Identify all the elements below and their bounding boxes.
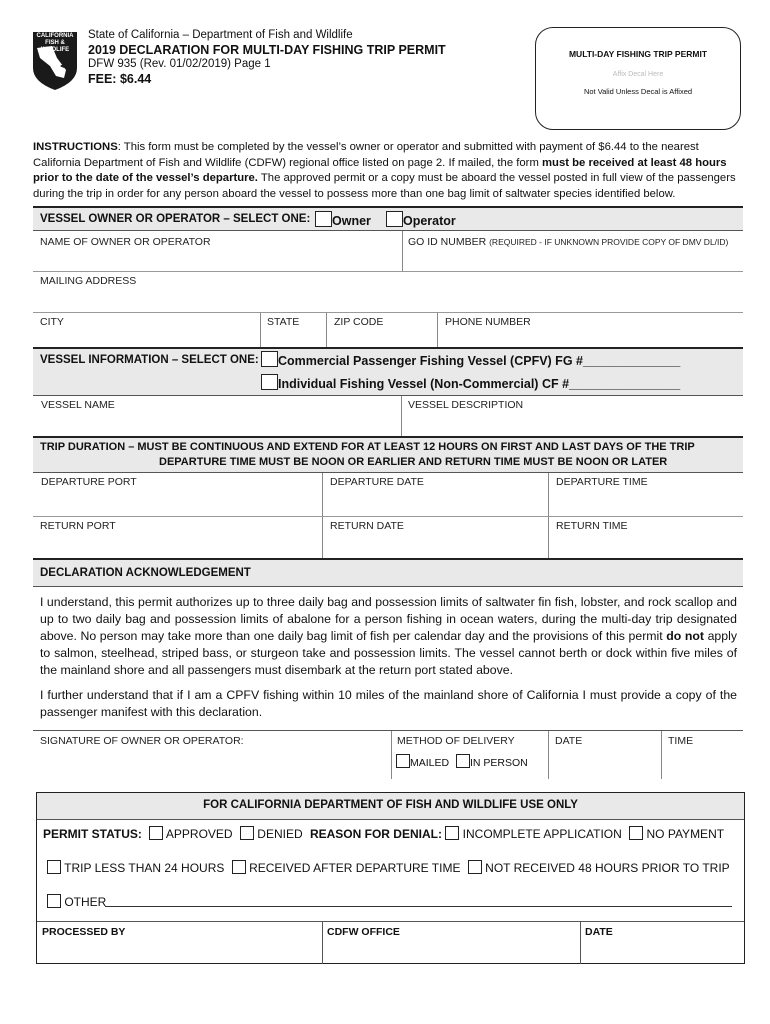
instructions-bold: must be received at least 48 hours prior to the date of the vessel’s departure. [33,156,727,184]
signature-field[interactable] [33,731,391,779]
declaration-header [33,558,743,586]
individual-option-label: Individual Fishing Vessel (Non-Commercial) CF #________________ [278,377,681,391]
declaration-title: DECLARATION ACKNOWLEDGEMENT [40,567,251,579]
zip-field[interactable] [326,313,437,347]
cdfw-office-field[interactable] [322,922,580,964]
vessel-description-field[interactable] [401,396,743,436]
instructions-label: INSTRUCTIONS [33,141,118,153]
agency-logo [30,30,80,92]
signature-time-label: TIME [668,735,694,747]
owner-option-label: Owner [332,214,371,228]
denial-reasons-row [47,860,730,875]
decal-note: Not Valid Unless Decal is Affixed [583,87,693,96]
approved-label: APPROVED [165,827,233,841]
cdfw-office-label: CDFW OFFICE [327,926,400,938]
vessel-name-field[interactable] [33,396,401,436]
departure-port-label: DEPARTURE PORT [41,476,137,488]
signature-time-field[interactable] [661,731,743,779]
phone-label: PHONE NUMBER [445,316,531,328]
denied-checkbox[interactable] [240,826,254,840]
other-row [47,894,106,909]
return-time-label: RETURN TIME [556,520,628,532]
office-date-field[interactable] [580,922,743,964]
individual-option[interactable] [261,374,680,391]
vessel-description-label: VESSEL DESCRIPTION [408,399,524,411]
instructions-text1: : This form must be completed by the vessel’s owner or operator and submitted with payment of $6.44 to the nearest California Department of Fish and Wildlife (CDFW) regional office listed on page 2. If mailed, the form [33,141,699,169]
operator-option-label: Operator [403,214,456,228]
no-payment-checkbox[interactable] [629,826,643,840]
agency-name: State of California – Department of Fish and Wildlife [88,29,353,41]
city-field[interactable] [33,313,260,347]
operator-option[interactable] [386,211,456,228]
trip-title-line1: TRIP DURATION – MUST BE CONTINUOUS AND EXTEND FOR AT LEAST 12 HOURS ON FIRST AND LAST DAYS OF THE TRIP [40,441,695,453]
fee: FEE: $6.44 [88,72,152,86]
go-id-note: (REQUIRED - IF UNKNOWN PROVIDE COPY OF DMV DL/ID) [489,237,729,247]
in-person-checkbox[interactable] [456,754,470,768]
cpfv-option[interactable] [261,351,680,368]
decal-affix: Affix Decal Here [612,71,664,78]
not-received-label: NOT RECEIVED 48 HOURS PRIOR TO TRIP [485,861,730,875]
departure-date-label: DEPARTURE DATE [330,476,424,488]
individual-checkbox[interactable] [261,374,278,390]
office-bottom-row [37,921,744,963]
processed-by-label: PROCESSED BY [42,926,126,938]
trip-less-label: TRIP LESS THAN 24 HOURS [64,861,225,875]
in-person-label: IN PERSON [470,757,528,769]
office-use-title: FOR CALIFORNIA DEPARTMENT OF FISH AND WILDLIFE USE ONLY [203,799,578,811]
received-after-checkbox[interactable] [232,860,246,874]
go-id-field[interactable] [402,231,743,271]
owner-option[interactable] [315,211,371,228]
return-port-field[interactable] [33,517,322,558]
departure-date-field[interactable] [322,473,548,516]
operator-checkbox[interactable] [386,211,403,227]
city-label: CITY [40,316,64,328]
mailing-address-field[interactable] [33,272,743,312]
office-date-label: DATE [585,926,613,938]
declaration-paragraph-1: I understand, this permit authorizes up to three daily bag and possession limits of saltwater fin fish, lobster, and rock scallop and up to two daily bag and possession limits of abalone for a person fishing in ocean waters, during the multi-day trip designated above. No person may take more than one daily bag limit of fish per calendar day and the provisions of this permit do not apply to salmon, steelhead, striped bass, or sturgeon take and possession limits. The vessel cannot berth or dock within five miles of the mainland shore and all passengers must disembark at the return port stated above. [40,595,737,677]
no-payment-label: NO PAYMENT [646,827,725,841]
permit-status-row [43,826,724,841]
mailed-label: MAILED [410,757,450,769]
state-label: STATE [267,316,300,328]
return-date-field[interactable] [322,517,548,558]
cpfv-checkbox[interactable] [261,351,278,367]
signature-date-label: DATE [555,735,583,747]
office-use-title-bar [37,793,744,820]
incomplete-label: INCOMPLETE APPLICATION [462,827,622,841]
go-id-label: GO ID NUMBER (REQUIRED - IF UNKNOWN PROVIDE COPY OF DMV DL/ID) [408,236,729,248]
departure-port-field[interactable] [33,473,322,516]
instructions [33,140,743,202]
owner-name-field[interactable] [33,231,402,271]
other-label: OTHER [64,895,107,909]
other-input-line[interactable] [105,906,732,907]
do-not-emphasis: do not [666,629,705,643]
decal-title: MULTI-DAY FISHING TRIP PERMIT [568,49,708,59]
processed-by-field[interactable] [37,922,322,964]
received-after-label: RECEIVED AFTER DEPARTURE TIME [249,861,461,875]
return-port-label: RETURN PORT [40,520,116,532]
logo-text: CALIFORNIA FISH & WILDLIFE [36,33,74,53]
departure-time-field[interactable] [548,473,743,516]
incomplete-checkbox[interactable] [445,826,459,840]
declaration-paragraph-2: I further understand that if I am a CPFV fishing within 10 miles of the mainland shore of California I must provide a copy of the passenger manifest with this declaration. [40,688,737,719]
page-title: 2019 DECLARATION FOR MULTI-DAY FISHING TRIP PERMIT [88,43,446,57]
mailed-option[interactable] [396,754,449,769]
zip-label: ZIP CODE [334,316,384,328]
vessel-section-title: VESSEL INFORMATION – SELECT ONE: [40,354,259,366]
phone-field[interactable] [437,313,743,347]
decal-box [535,27,741,130]
reason-for-denial-label: REASON FOR DENIAL: [309,827,442,841]
approved-checkbox[interactable] [149,826,163,840]
delivery-method-label: METHOD OF DELIVERY [397,735,515,747]
other-checkbox[interactable] [47,894,61,908]
owner-section-title: VESSEL OWNER OR OPERATOR – SELECT ONE: [40,213,311,225]
signature-date-field[interactable] [548,731,661,779]
cpfv-option-label: Commercial Passenger Fishing Vessel (CPFV) FG #______________ [278,354,681,368]
departure-time-label: DEPARTURE TIME [556,476,648,488]
mailed-checkbox[interactable] [396,754,410,768]
mailing-address-label: MAILING ADDRESS [40,275,137,287]
return-time-field[interactable] [548,517,743,558]
instructions-text2: The approved permit or a copy must be aboard the vessel posted in full view of the passengers during the trip in order for any person aboard the vessel to possess more than one bag limit of saltwater species identified below. [33,172,736,200]
owner-checkbox[interactable] [315,211,332,227]
signature-label: SIGNATURE OF OWNER OR OPERATOR: [40,735,244,747]
state-field[interactable] [260,313,326,347]
not-received-checkbox[interactable] [468,860,482,874]
owner-section-header [33,206,743,230]
vessel-section-header [33,347,743,395]
in-person-option[interactable] [456,754,528,769]
office-use-box [36,792,745,964]
trip-section-header [33,436,743,472]
permit-status-label: PERMIT STATUS: [43,827,142,841]
return-date-label: RETURN DATE [330,520,404,532]
delivery-method-field [391,731,548,779]
denied-label: DENIED [257,827,303,841]
form-number: DFW 935 (Rev. 01/02/2019) Page 1 [88,58,271,70]
owner-name-label: NAME OF OWNER OR OPERATOR [40,236,211,248]
trip-less-checkbox[interactable] [47,860,61,874]
trip-title-line2: DEPARTURE TIME MUST BE NOON OR EARLIER AND RETURN TIME MUST BE NOON OR LATER [159,456,668,468]
vessel-name-label: VESSEL NAME [41,399,115,411]
